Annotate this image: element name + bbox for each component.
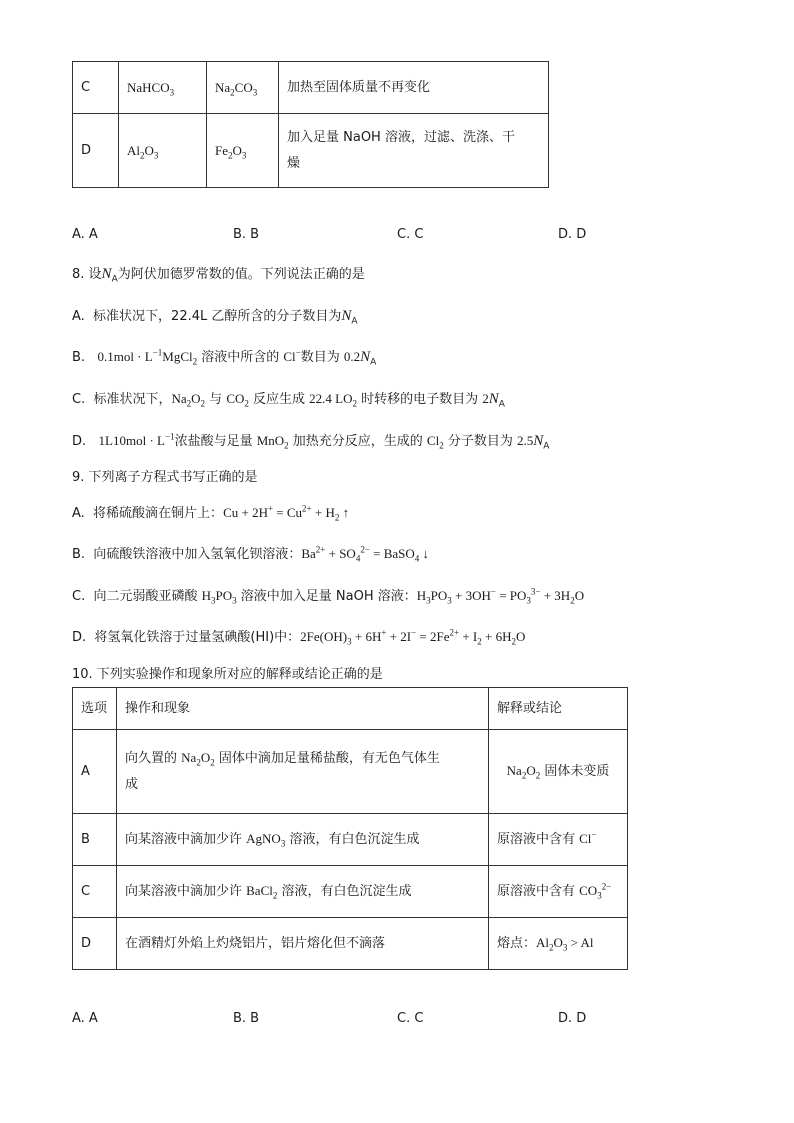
substance-cell: $Al_2O_3$ xyxy=(119,114,207,188)
table-header-row xyxy=(73,688,628,730)
impurity-cell: $Na_2CO_3$ xyxy=(207,62,279,114)
operation-line: 成 xyxy=(125,777,139,792)
table-row xyxy=(73,114,549,188)
q9-option-d: D. 将氢氧化铁溶于过量氢碘酸(HI)中：$2Fe(OH)_3 + 6H^+ + 2I^- = 2Fe^{2+} + I_2 + 6H_2O$ xyxy=(72,627,526,647)
substance-cell: NaHCO$_3$ xyxy=(119,62,207,114)
row-label: C xyxy=(73,62,119,114)
option-c: C. C xyxy=(397,227,424,242)
purification-table xyxy=(72,61,549,188)
q8-option-c: C. 标准状况下，$Na_2O_2$ 与 $CO_2$ 反应生成 22.4 $LO_2$ 时转移的电子数目为 $2N_A$ xyxy=(72,391,505,410)
conclusion-cell: 原溶液中含有 $CO_3^{2-}$ xyxy=(489,866,628,918)
option-b: B. B xyxy=(233,1011,260,1026)
header-option: 选项 xyxy=(73,688,117,730)
operation-cell: 向某溶液中滴加少许 BaCl$_2$ 溶液，有白色沉淀生成 xyxy=(117,866,489,918)
method-cell xyxy=(279,114,549,188)
q9-option-b: B. 向硫酸铁溶液中加入氢氧化钡溶液：$Ba^{2+} + SO_4^{2-}$ = BaSO$_4$ ↓ xyxy=(72,544,430,564)
q9-stem: 9. 下列离子方程式书写正确的是 xyxy=(72,470,258,485)
row-label: C xyxy=(73,866,117,918)
method-line: 燥 xyxy=(287,155,301,171)
operation-cell: 在酒精灯外焰上灼烧铝片，铝片熔化但不滴落 xyxy=(117,918,489,970)
option-d: D. D xyxy=(558,1011,587,1026)
conclusion-cell: $Na_2O_2$ 固体未变质 xyxy=(489,730,628,814)
q8-option-d: D. $1L10mol \cdot L^{-1}$浓盐酸与足量 MnO$_2$ 加热充分反应，生成的 $Cl_2$ 分子数目为 $2.5N_A$ xyxy=(72,431,550,452)
conclusion-cell: 熔点：$Al_2O_3 > Al$ xyxy=(489,918,628,970)
table-row xyxy=(73,730,628,814)
q9-option-c: C. 向二元弱酸亚磷酸 $H_3PO_3$ 溶液中加入足量 NaOH 溶液：$H_3PO_3 + 3OH^- = PO_3^{3-} + 3H_2O$ xyxy=(72,586,585,606)
q8-option-b: B. $0.1mol \cdot L^{-1}MgCl_2$ 溶液中所含的 Cl−数目为 $0.2N_A$ xyxy=(72,347,377,368)
method-line: 加入足量 NaOH 溶液，过滤、洗涤、干 xyxy=(287,129,515,145)
table-row xyxy=(73,866,628,918)
method-cell: 加热至固体质量不再变化 xyxy=(279,62,549,114)
q10-stem: 10. 下列实验操作和现象所对应的解释或结论正确的是 xyxy=(72,667,383,682)
impurity-cell: $Fe_2O_3$ xyxy=(207,114,279,188)
row-label: D xyxy=(73,114,119,188)
option-a: A. A xyxy=(72,1011,98,1026)
table-row xyxy=(73,62,549,114)
table-row xyxy=(73,918,628,970)
operation-cell: 向久置的 $Na_2O_2$ 固体中滴加足量稀盐酸，有无色气体生 成 xyxy=(117,730,489,814)
header-conclusion: 解释或结论 xyxy=(489,688,628,730)
table-row xyxy=(73,814,628,866)
option-a: A. A xyxy=(72,227,98,242)
option-d: D. D xyxy=(558,227,587,242)
option-c: C. C xyxy=(397,1011,424,1026)
row-label: D xyxy=(73,918,117,970)
header-operation: 操作和现象 xyxy=(117,688,489,730)
q8-stem: 8. 设$N_A$为阿伏加德罗常数的值。下列说法正确的是 xyxy=(72,266,365,285)
conclusion-cell: 原溶液中含有 Cl− xyxy=(489,814,628,866)
q8-option-a: A. 标准状况下，22.4L 乙醇所含的分子数目为$N_A$ xyxy=(72,308,358,327)
experiment-table xyxy=(72,687,628,970)
row-label: A xyxy=(73,730,117,814)
option-b: B. B xyxy=(233,227,260,242)
q9-option-a: A. 将稀硫酸滴在铜片上：$Cu + 2H^+ = Cu^{2+} + H_2$ ↑ xyxy=(72,503,350,523)
row-label: B xyxy=(73,814,117,866)
operation-cell: 向某溶液中滴加少许 AgNO$_3$ 溶液，有白色沉淀生成 xyxy=(117,814,489,866)
